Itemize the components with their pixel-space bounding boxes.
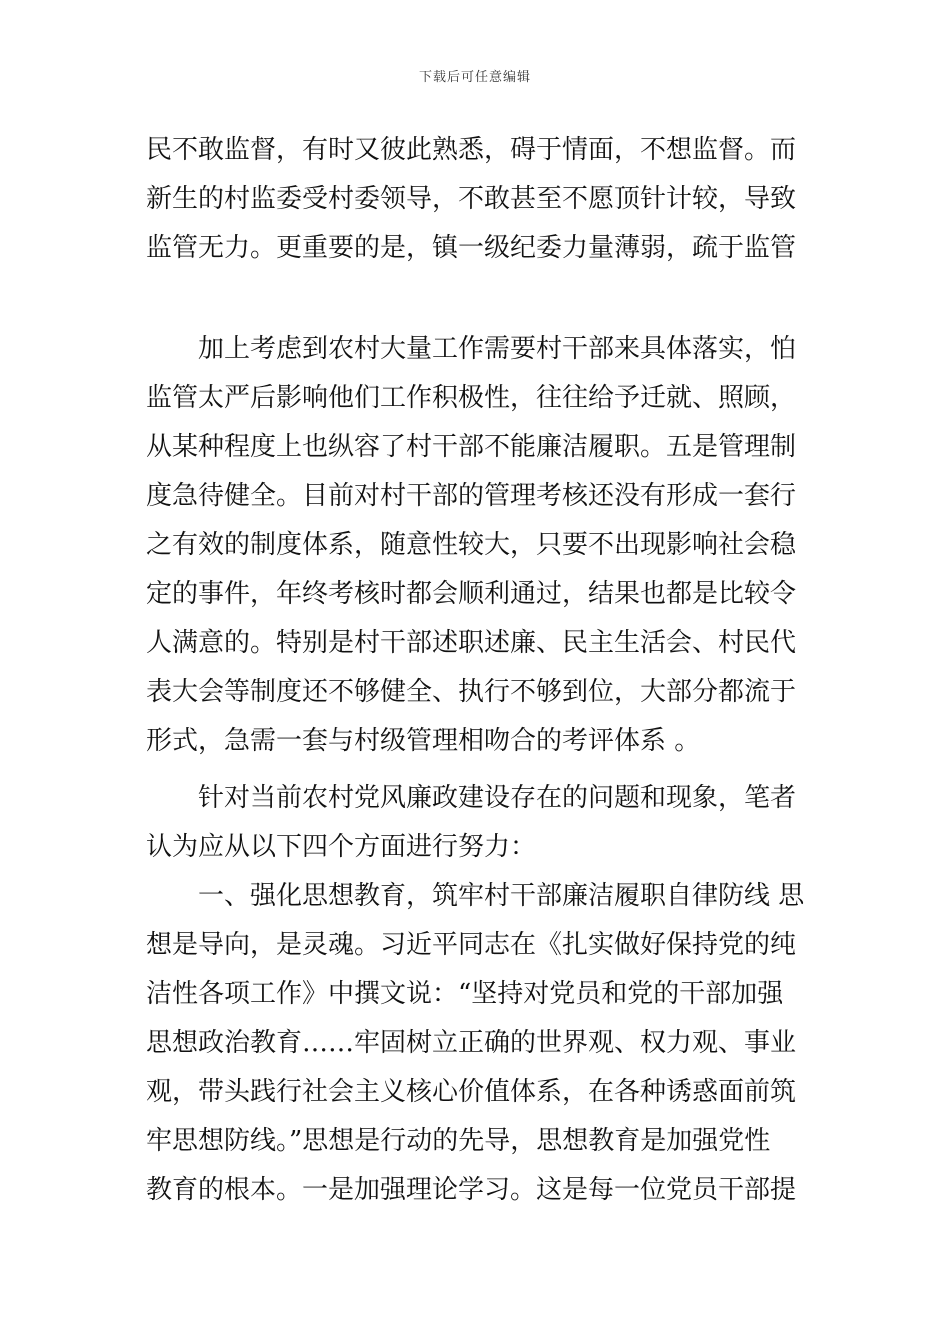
header-note: 下载后可任意编辑 bbox=[418, 70, 531, 85]
text-line: 之有效的制度体系，随意性较大，只要不出现影响社会稳 bbox=[146, 530, 797, 560]
text-line: 加上考虑到农村大量工作需要村干部来具体落实，怕 bbox=[146, 334, 797, 364]
text-line: 形式，急需一套与村级管理相吻合的考评体系 。 bbox=[146, 726, 701, 756]
text-line: 度急待健全。目前对村干部的管理考核还没有形成一套行 bbox=[146, 481, 797, 511]
text-line: 观，带头践行社会主义核心价值体系，在各种诱惑面前筑 bbox=[146, 1077, 797, 1107]
text-line: 新生的村监委受村委领导，不敢甚至不愿顶针计较，导致 bbox=[146, 184, 797, 214]
text-line: 表大会等制度还不够健全、执行不够到位，大部分都流于 bbox=[146, 677, 797, 707]
text-line: 针对当前农村党风廉政建设存在的问题和现象，笔者 bbox=[146, 783, 797, 813]
text-line: 教育的根本。一是加强理论学习。这是每一位党员干部提 bbox=[146, 1175, 797, 1205]
text-line: 监管无力。更重要的是，镇一级纪委力量薄弱，疏于监管 bbox=[146, 233, 797, 263]
text-line: 人满意的。特别是村干部述职述廉、民主生活会、村民代 bbox=[146, 628, 797, 658]
text-line: 思想政治教育……牢固树立正确的世界观、权力观、事业 bbox=[146, 1028, 797, 1058]
text-line: 牢思想防线。”思想是行动的先导，思想教育是加强党性 bbox=[146, 1126, 771, 1156]
text-line: 认为应从以下四个方面进行努力： bbox=[146, 832, 537, 862]
text-line: 定的事件，年终考核时都会顺利通过，结果也都是比较令 bbox=[146, 579, 797, 609]
text-line: 想是导向，是灵魂。习近平同志在《扎实做好保持党的纯 bbox=[146, 930, 797, 960]
text-line: 一、强化思想教育，筑牢村干部廉洁履职自律防线 思 bbox=[146, 881, 805, 911]
text-line: 洁性各项工作》中撰文说：“坚持对党员和党的干部加强 bbox=[146, 979, 784, 1009]
text-line: 监管太严后影响他们工作积极性，往往给予迁就、照顾， bbox=[146, 383, 797, 413]
text-line: 民不敢监督，有时又彼此熟悉，碍于情面，不想监督。而 bbox=[146, 135, 797, 165]
text-line: 从某种程度上也纵容了村干部不能廉洁履职。五是管理制 bbox=[146, 432, 797, 462]
